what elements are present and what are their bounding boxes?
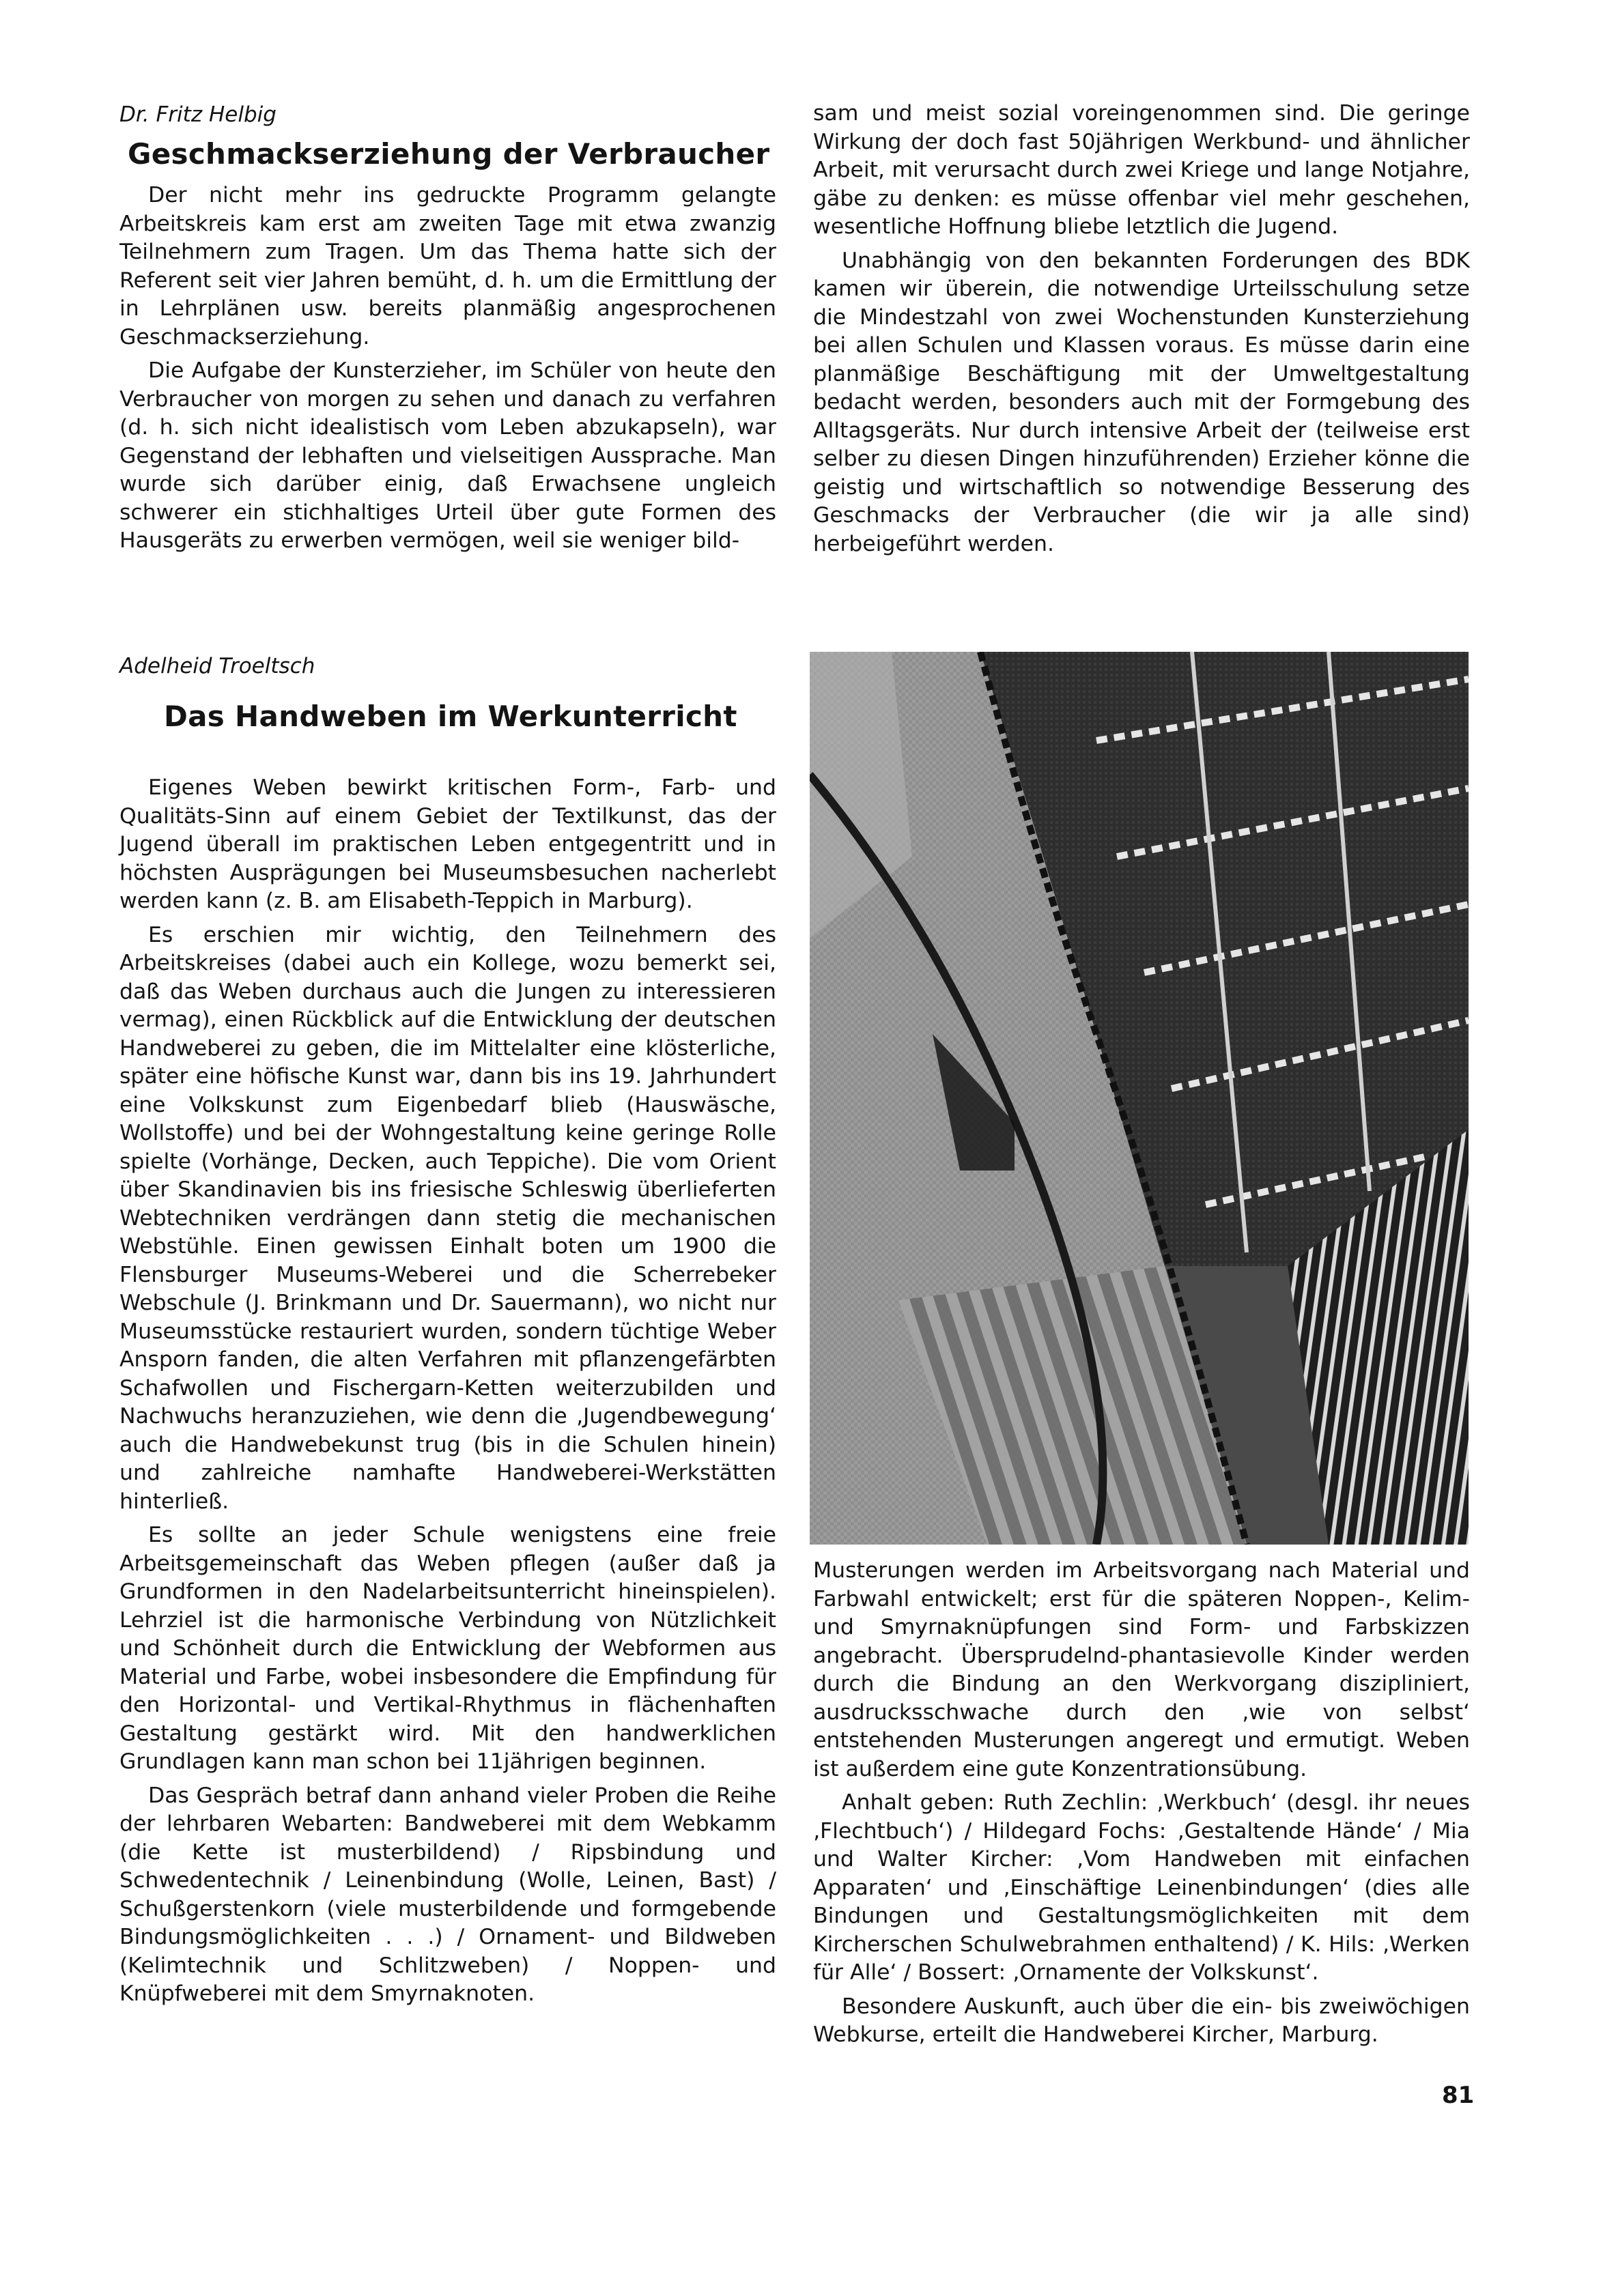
- article2-paragraph-4: Das Gespräch betraf dann anhand vieler Proben die Reihe der lehrbaren Webarten: Bandweberei mit dem Webkamm (die Kette ist musterbildend) / Ripsbindung und Schwedentechnik / Leinenbindung (Wolle, Leinen, Bast) / Schußgerstenkorn (viele musterbildende und formgebende Bindungsmöglichkeiten . . .) / Ornament- und Bildweben (Kelimtechnik und Schlitzweben) / Noppen- und Knüpfweberei mit dem Smyrnaknoten.: [119, 1783, 776, 2006]
- article1-paragraph-4: Unabhängig von den bekannten Forderungen des BDK kamen wir überein, die notwendige Urteilsschulung setze die Mindestzahl von zwei Wochenstunden Kunsterziehung bei allen Schulen und Klassen voraus. Es müsse darin eine planmäßige Beschäftigung mit der Umweltgestaltung bedacht werden, besonders auch mit der Formgebung des Alltagsgeräts. Nur durch intensive Arbeit der (teilweise erst selber zu diesen Dingen hinzuführenden) Erzieher könne die geistig und wirtschaftlich so notwendige Besserung des Geschmacks der Verbraucher (die wir ja alle sind) herbeigeführt werden.: [813, 248, 1470, 556]
- page-number: 81: [1442, 2082, 1475, 2109]
- article2-paragraph-2: Es erschien mir wichtig, den Teilnehmern des Arbeitskreises (dabei auch ein Kollege, wozu bemerkt sei, daß das Weben durchaus auch die Jungen zu interessieren vermag), einen Rückblick auf die Entwicklung der deutschen Handweberei zu geben, die im Mittelalter eine klösterliche, später eine höfische Kunst war, dann bis ins 19. Jahrhundert eine Volkskunst zum Eigenbedarf blieb (Hauswäsche, Wollstoffe) und bei der Wohngestaltung keine geringe Rolle spielte (Vorhänge, Decken, auch Teppiche). Die vom Orient über Skandinavien bis ins friesische Schleswig überlieferten Webtechniken verdrängen dann stetig die mechanischen Webstühle. Einen gewissen Einhalt boten um 1900 die Flensburger Museums-Weberei und die Scherrebeker Webschule (J. Brinkmann und Dr. Sauermann), wo nicht nur Museumsstücke restauriert wurden, sondern tüchtige Weber Ansporn fanden, die alten Verfahren mit pflanzengefärbten Schafwollen und Fischergarn-Ketten weiterzubilden und Nachwuchs heranzuziehen, wie denn die ‚Jugendbewegung‘ auch die Handwebekunst trug (bis in die Schulen hinein) und zahlreiche namhafte Handweberei-Werkstätten hinterließ.: [119, 922, 776, 1514]
- woven-textiles-illustration: [810, 652, 1469, 1545]
- article2-paragraph-5: Musterungen werden im Arbeitsvorgang nach Material und Farbwahl entwickelt; erst für die späteren Noppen-, Kelim- und Smyrnaknüpfungen sind Form- und Farbskizzen angebracht. Übersprudelnd-phantasievolle Kinder werden durch die Bindung an den Werkvorgang diszipliniert, ausdrucksschwache durch den ‚wie von selbst‘ entstehenden Musterungen angeregt und ermutigt. Weben ist außerdem eine gute Konzentrationsübung.: [813, 1558, 1470, 1781]
- article2-paragraph-3: Es sollte an jeder Schule wenigstens eine freie Arbeitsgemeinschaft das Weben pflegen (außer daß ja Grundformen in den Nadelarbeitsunterricht hineinspielen). Lehrziel ist die harmonische Verbindung von Nützlichkeit und Schönheit durch die Entwicklung der Webformen aus Material und Farbe, wobei insbesondere die Empfindung für den Horizontal- und Vertikal-Rhythmus in flächenhaften Gestaltung gestärkt wird. Mit den handwerklichen Grundlagen kann man schon bei 11jährigen beginnen.: [119, 1523, 776, 1774]
- article2-left-column: [119, 652, 776, 2014]
- article1-author: Dr. Fritz Helbig: [119, 102, 277, 127]
- article2-title: Das Handweben im Werkunterricht: [164, 700, 737, 733]
- article2-right-column: [813, 1557, 1470, 2055]
- article1-paragraph-3: sam und meist sozial voreingenommen sind. Die geringe Wirkung der doch fast 50jährigen Werkbund- und ähnlicher Arbeit, mit verursacht durch zwei Kriege und lange Notjahre, gäbe zu denken: es müsse offenbar viel mehr geschehen, wesentliche Hoffnung bliebe letztlich die Jugend.: [813, 101, 1470, 239]
- article2-paragraph-7: Besondere Auskunft, auch über die ein- bis zweiwöchigen Webkurse, erteilt die Handweberei Kircher, Marburg.: [813, 1994, 1470, 2047]
- article1-paragraph-1: Der nicht mehr ins gedruckte Programm gelangte Arbeitskreis kam erst am zweiten Tage mit etwa zwanzig Teilnehmern zum Tragen. Um das Thema hatte sich der Referent seit vier Jahren bemüht, d. h. um die Ermittlung der in Lehrplänen usw. bereits planmäßig angesprochenen Geschmackserziehung.: [119, 183, 776, 349]
- article1-right-column: [813, 100, 1470, 564]
- article1-left-column: [119, 101, 776, 561]
- article2-paragraph-6: Anhalt geben: Ruth Zechlin: ‚Werkbuch‘ (desgl. ihr neues ‚Flechtbuch‘) / Hildegard Fochs: ‚Gestaltende Hände‘ / Mia und Walter Kircher: ‚Vom Handweben mit einfachen Apparaten‘ und ‚Einschäftige Leinenbindungen‘ (dies alle Bindungen und Gestaltungsmöglichkeiten mit dem Kircherschen Schulwebrahmen enthaltend) / K. Hils: ‚Werken für Alle‘ / Bossert: ‚Ornamente der Volkskunst‘.: [813, 1790, 1470, 1985]
- woven-textiles-photo: [810, 652, 1469, 1545]
- article2-author: Adelheid Troeltsch: [119, 654, 315, 678]
- article1-title: Geschmackserziehung der Verbraucher: [128, 137, 770, 171]
- article1-paragraph-2: Die Aufgabe der Kunsterzieher, im Schüler von heute den Verbraucher von morgen zu sehen und danach zu verfahren (d. h. sich nicht idealistisch vom Leben abzukapseln), war Gegenstand der lebhaften und vielseitigen Aussprache. Man wurde sich darüber einig, daß Erwachsene ungleich schwerer ein stichhaltiges Urteil über gute Formen des Hausgeräts zu erwerben vermögen, weil sie weniger bild-: [119, 358, 776, 553]
- article2-paragraph-1: Eigenes Weben bewirkt kritischen Form-, Farb- und Qualitäts-Sinn auf einem Gebiet der Textilkunst, das der Jugend überall im praktischen Leben entgegentritt und in höchsten Ausprägungen bei Museumsbesuchen nacherlebt werden kann (z. B. am Elisabeth-Teppich in Marburg).: [119, 775, 776, 913]
